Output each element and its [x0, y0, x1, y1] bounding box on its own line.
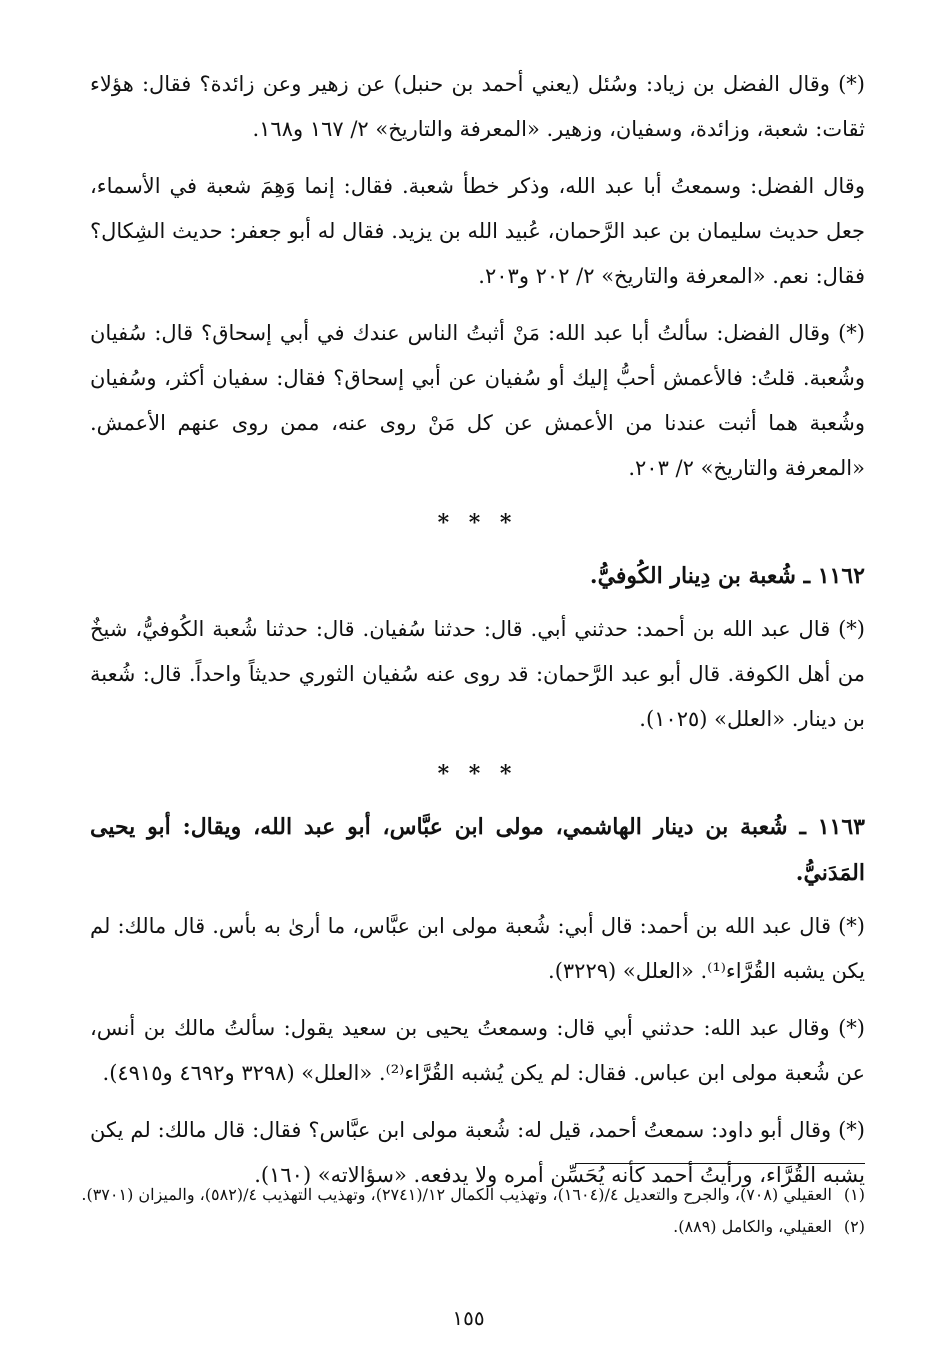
page-number: ١٥٥ [452, 1306, 485, 1330]
footnote-number: (٢) [843, 1217, 865, 1236]
paragraph: (*) وقال الفضل: سألتُ أبا عبد الله: مَنْ أثبتُ الناس عندك في أبي إسحاق؟ قال: سُفيان وشُعبة. قلتُ: فالأعمش أحبُّ إليك أو سُفيان عن أبي إسحاق؟ فقال: سفيان أكثر، وسُفيان وشُعبة هما أثبت عندنا من الأعمش عن كل مَنْ روى عنه، ممن روى عنهم الأعمش. «المعرفة والتاريخ» ٢/ ٢٠٣. [90, 321, 865, 480]
footnotes [72, 1180, 865, 1244]
paragraph: (*) وقال الفضل بن زياد: وسُئل (يعني أحمد بن حنبل) عن زهير وعن زائدة؟ فقال: هؤلاء ثقات: شعبة، وزائدة، وسفيان، وزهير. «المعرفة والتاريخ» ٢/ ١٦٧ و١٦٨. [90, 72, 865, 141]
footnote [72, 1212, 865, 1242]
footnote [72, 1180, 865, 1210]
paragraph: (*) قال عبد الله بن أحمد: قال أبي: شُعبة مولى ابن عبَّاس، ما أرىٰ به بأس. قال مالك: لم يكن يشبه القُرَّاء⁽¹⁾. «العلل» (٣٢٢٩). [90, 914, 865, 983]
footnote-divider [575, 1163, 865, 1164]
entry-heading-1162: ١١٦٢ ـ شُعبة بن دِينار الكُوفيُّ. [589, 563, 865, 589]
paragraph: وقال الفضل: وسمعتُ أبا عبد الله، وذكر خطأ شعبة. فقال: إنما وَهِمَ شعبة في الأسماء، جعل حديث سليمان بن عبد الرَّحمان، عُبيد الله بن يزيد. فقال له أبو جعفر: حديث الشِكال؟ فقال: نعم. «المعرفة والتاريخ» ٢/ ٢٠٢ و٢٠٣. [90, 174, 865, 288]
footnote-text: العقيلي (٧٠٨)، والجرح والتعديل ٤/(١٦٠٤)، وتهذيب الكمال ١٢/(٢٧٤١)، وتهذيب التهذيب ٤/(٥٨٢)، والميزان (٣٧٠١). [81, 1185, 832, 1204]
paragraph: (*) وقال أبو داود: سمعتُ أحمد، قيل له: شُعبة مولى ابن عبَّاس؟ فقال: قال مالك: لم يكن يشبه القُرَّاء، ورأيتُ أحمد كأنه يُحَسِّن أمره ولا يدفعه. «سؤالاته» (١٦٠). [90, 1118, 865, 1187]
section-separator: * * * [437, 510, 518, 536]
footnote-text: العقيلي، والكامل (٨٨٩). [673, 1217, 832, 1236]
main-text-column [90, 62, 865, 1210]
footnote-number: (١) [843, 1185, 865, 1204]
section-separator: * * * [437, 761, 518, 787]
entry-heading-1163: ١١٦٣ ـ شُعبة بن دينار الهاشمي، مولى ابن عبَّاس، أبو عبد الله، ويقال: أبو يحيى المَدَنيُّ. [90, 814, 865, 886]
paragraph: (*) قال عبد الله بن أحمد: حدثني أبي. قال: حدثنا سُفيان. قال: حدثنا شُعبة الكُوفيُّ، شيخٌ من أهل الكوفة. قال أبو عبد الرَّحمان: قد روى عنه سُفيان الثوري حديثاً واحداً. قال: شُعبة بن دينار. «العلل» (١٠٢٥). [90, 617, 865, 731]
paragraph: (*) وقال عبد الله: حدثني أبي قال: وسمعتُ يحيى بن سعيد يقول: سألتُ مالك بن أنس، عن شُعبة مولى ابن عباس. فقال: لم يكن يُشبه القُرَّاء⁽²⁾. «العلل» (٣٢٩٨ و٤٦٩٢ و٤٩١٥). [90, 1016, 865, 1085]
